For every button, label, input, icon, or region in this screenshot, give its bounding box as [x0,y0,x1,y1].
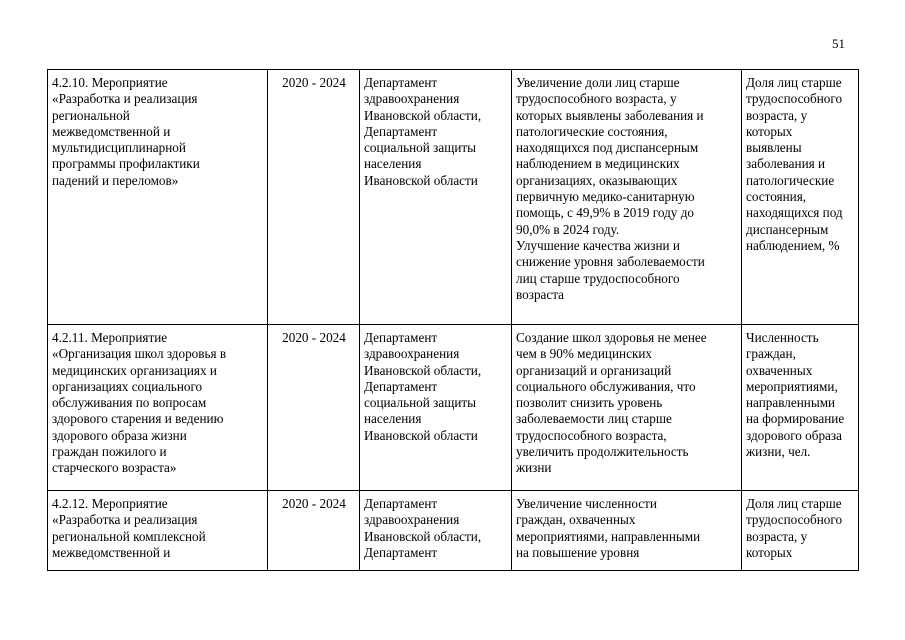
table-row [48,325,859,491]
result-cell: Увеличение численности граждан, охваченных мероприятиями, направленными на повышение уровня [512,491,742,571]
indicator-cell: Доля лиц старше трудоспособного возраста, у которых выявлены заболевания и патологические состояния, находящихся под диспансерным наблюдением, % [742,70,859,325]
table-row [48,491,859,571]
table-row [48,70,859,325]
event-cell: 4.2.10. Мероприятие «Разработка и реализация региональной межведомственной и мультидисциплинарной программы профилактики падений и переломов» [48,70,268,325]
page-number: 51 [832,36,845,51]
event-cell: 4.2.12. Мероприятие «Разработка и реализация региональной комплексной межведомственной и [48,491,268,571]
period-cell: 2020 - 2024 [268,70,360,325]
result-cell: Увеличение доли лиц старше трудоспособного возраста, у которых выявлены заболевания и патологические состояния, находящихся под диспансерным наблюдением в медицинских организациях, оказывающих первичную медико-санитарную помощь, с 49,9% в 2019 году до 90,0% в 2024 году. Улучшение качества жизни и снижение уровня заболеваемости лиц старше трудоспособного возраста [512,70,742,325]
event-cell: 4.2.11. Мероприятие «Организация школ здоровья в медицинских организациях и организациях социального обслуживания по вопросам здорового старения и ведению здорового образа жизни граждан пожилого и старческого возраста» [48,325,268,491]
indicator-cell: Численность граждан, охваченных мероприятиями, направленными на формирование здорового образа жизни, чел. [742,325,859,491]
indicator-cell: Доля лиц старше трудоспособного возраста, у которых [742,491,859,571]
period-cell: 2020 - 2024 [268,325,360,491]
result-cell: Создание школ здоровья не менее чем в 90% медицинских организаций и организаций социального обслуживания, что позволит снизить уровень заболеваемости лиц старше трудоспособного возраста, увеличить продолжительность жизни [512,325,742,491]
measures-table [47,69,859,571]
period-cell: 2020 - 2024 [268,491,360,571]
executor-cell: Департамент здравоохранения Ивановской области, Департамент социальной защиты населения Ивановской области [360,70,512,325]
executor-cell: Департамент здравоохранения Ивановской области, Департамент социальной защиты населения Ивановской области [360,325,512,491]
executor-cell: Департамент здравоохранения Ивановской области, Департамент [360,491,512,571]
